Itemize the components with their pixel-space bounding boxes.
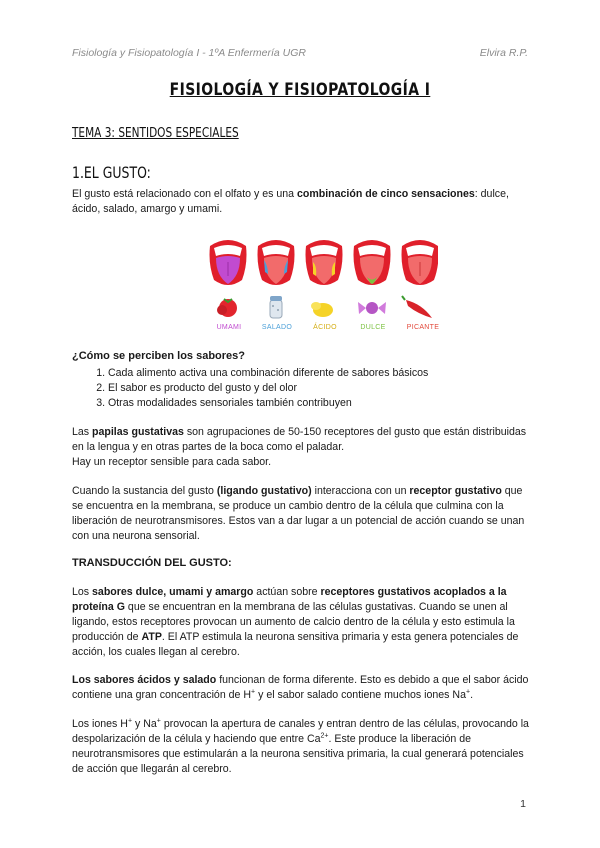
ligando-paragraph: Cuando la sustancia del gusto (ligando gustativo) interacciona con un receptor gustativo que se encuentra en la membrana, se produce un cambio dentro de la célula que culmina con la liberación de neurotransmisores. Estos van a dar lugar a un potencial de acción cuando se unan con una neurona sensorial. [72, 485, 525, 542]
list-item: 1. Cada alimento activa una combinación diferente de sabores básicos [108, 366, 428, 381]
tongue-umami-icon [210, 240, 247, 285]
taste-tongue-illustration [208, 236, 438, 336]
salt-shaker-icon [270, 296, 282, 318]
tongue-dulce-icon [354, 240, 391, 285]
section-heading: 1.EL GUSTO: [72, 163, 151, 182]
transduccion-paragraph-2: Los sabores ácidos y salado funcionan de forma diferente. Esto es debido a que el sabor ácido contiene una gran concentración de H+ y el sabor salado contiene muchos iones Na+. [72, 674, 529, 701]
tongue-acido-icon [306, 240, 343, 285]
running-header-right: Elvira R.P. [479, 47, 528, 59]
tongues-svg [208, 236, 438, 336]
document-title: FISIOLOGÍA Y FISIOPATOLOGÍA I [169, 80, 431, 100]
transduccion-paragraph-3: Los iones H+ y Na+ provocan la apertura de canales y entran dentro de las células, provocando la despolarización de la célula y haciendo que entre $Ca^{2+}$. Este produce la liberación de neurotransmisores que estimularán a la neurona sensitiva primaria, la cual generará potenciales de acción que llegarán al cerebro. [72, 717, 529, 775]
tongue-salado-icon [258, 240, 295, 285]
candy-icon [358, 302, 386, 314]
page-number: 1 [520, 798, 526, 810]
tongue-picante-icon [402, 240, 439, 285]
perception-list [72, 366, 428, 411]
tomato-icon [217, 299, 237, 317]
intro-paragraph: El gusto está relacionado con el olfato y es una combinación de cinco sensaciones: dulce, ácido, salado, amargo y umami. [72, 188, 509, 215]
topic-heading: TEMA 3: SENTIDOS ESPECIALES [72, 125, 239, 141]
lemon-icon [311, 302, 333, 317]
papilas-paragraph: Las papilas gustativas son agrupaciones de 50-150 receptores del gusto que están distribuidas en la lengua y en otras partes de la boca como el paladar. Hay un receptor sensible para cada sabor. [72, 426, 527, 468]
perception-heading: ¿Cómo se perciben los sabores? [72, 350, 245, 362]
taste-label-dulce: DULCE [360, 324, 386, 331]
list-item: 2. El sabor es producto del gusto y del olor [108, 381, 428, 396]
running-header-left: Fisiología y Fisiopatología I - 1ºA Enfermería UGR [72, 47, 306, 59]
taste-label-acido: ÁCIDO [313, 324, 337, 331]
taste-label-picante: PICANTE [406, 324, 440, 331]
list-item: 3. Otras modalidades sensoriales también contribuyen [108, 396, 428, 411]
taste-label-umami: UMAMI [216, 324, 242, 331]
transduccion-paragraph-1: Los sabores dulce, umami y amargo actúan sobre receptores gustativos acoplados a la proteína G que se encuentran en la membrana de las células gustativas. Cuando se unen al ligando, estos receptores provocan un aumento de calcio dentro de la célula y esto estimula la producción de ATP. El ATP estimula la neurona sensitiva primaria y esta genera potenciales de acción, los cuales llegan al cerebro. [72, 586, 519, 658]
transduccion-heading: TRANSDUCCIÓN DEL GUSTO: [72, 557, 232, 569]
chili-pepper-icon [402, 296, 432, 318]
taste-label-salado: SALADO [261, 324, 293, 331]
